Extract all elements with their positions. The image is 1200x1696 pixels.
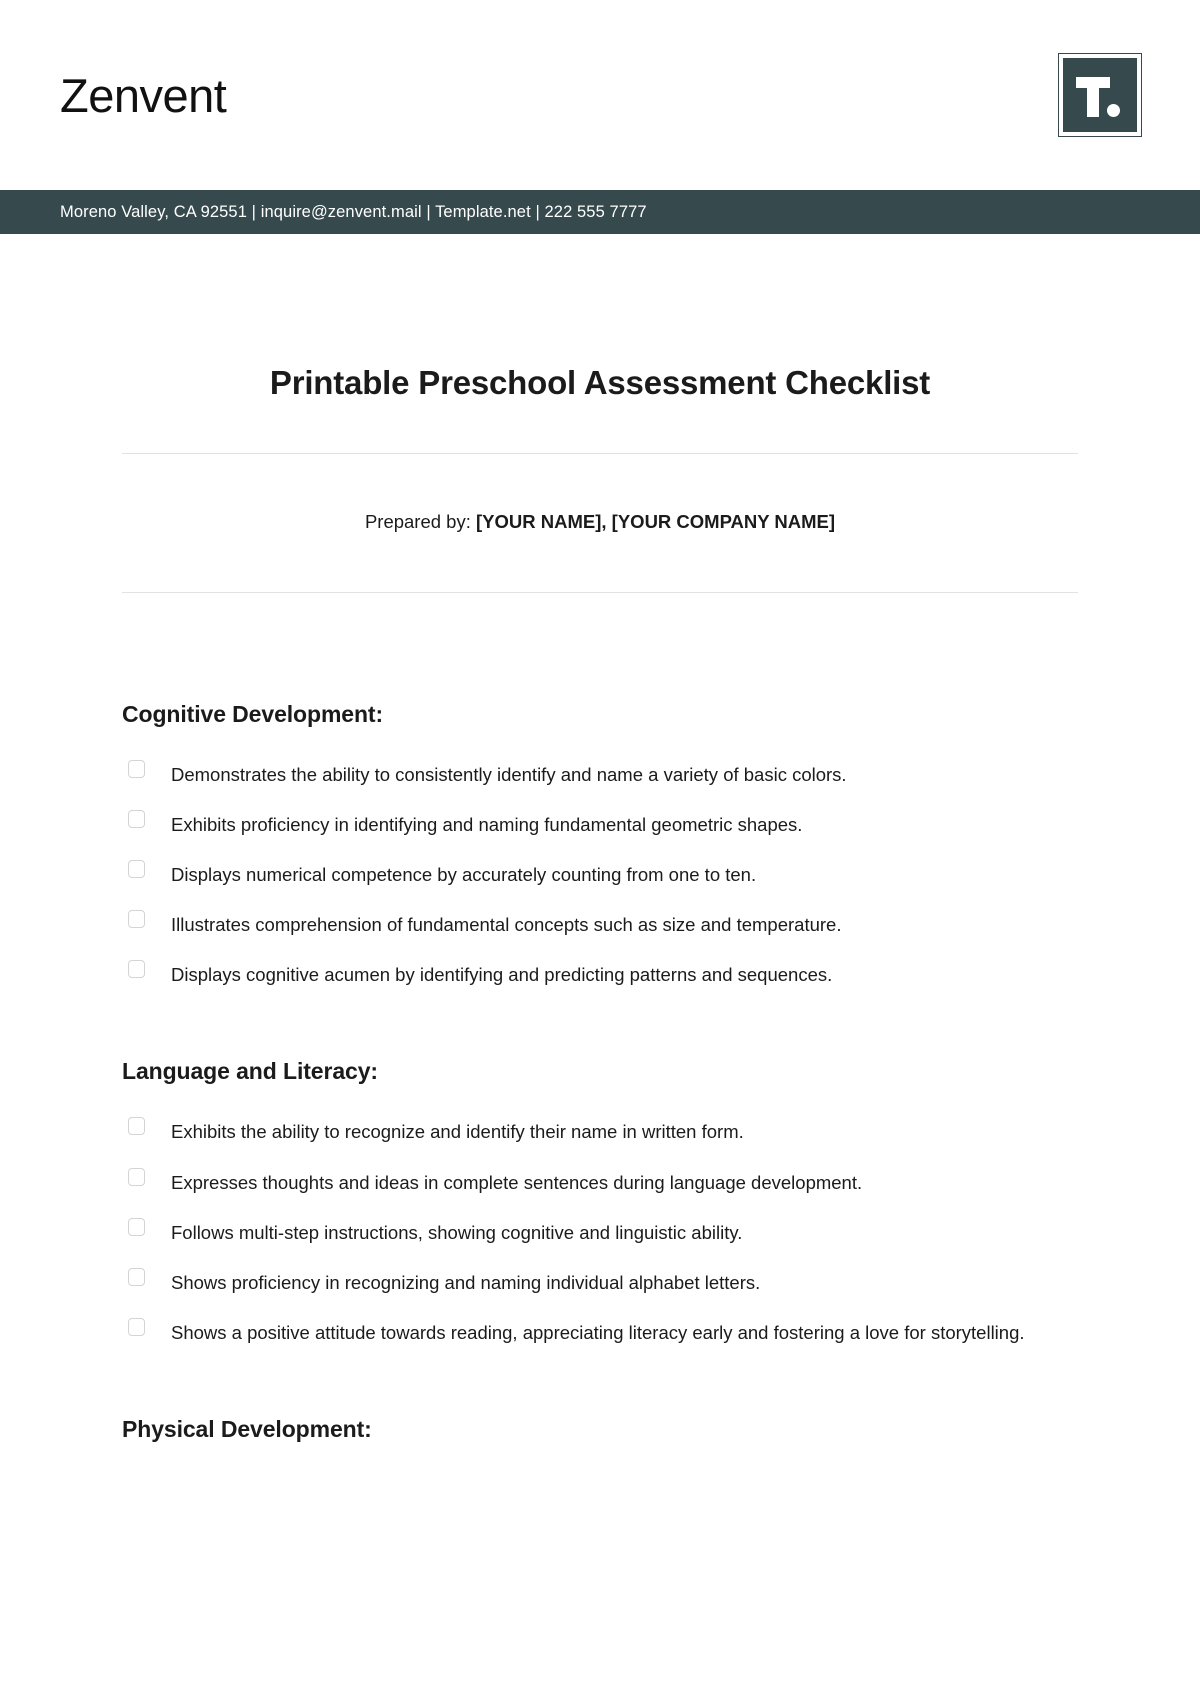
template-net-logo (1058, 53, 1142, 137)
section-heading: Language and Literacy: (122, 1058, 378, 1085)
checklist-items (122, 750, 1078, 1000)
checkbox-icon[interactable] (128, 1268, 145, 1286)
page-title: Printable Preschool Assessment Checklist (269, 364, 931, 401)
list-item[interactable] (122, 1258, 1078, 1308)
list-item-label: Expresses thoughts and ideas in complete sentences during language development. (171, 1171, 863, 1193)
list-item[interactable] (122, 1308, 1078, 1358)
checkbox-icon[interactable] (128, 1318, 145, 1336)
list-item-label: Displays cognitive acumen by identifying and predicting patterns and sequences. (171, 964, 833, 986)
list-item[interactable] (122, 1107, 1078, 1157)
document-body (0, 234, 1200, 1443)
list-item[interactable] (122, 750, 1078, 800)
checklist-sections (122, 593, 1078, 1443)
list-item[interactable] (122, 950, 1078, 1000)
checkbox-icon[interactable] (128, 1218, 145, 1236)
section-language-and-literacy (122, 1058, 1078, 1357)
checkbox-icon[interactable] (128, 760, 145, 778)
brand-name: Zenvent (60, 68, 227, 122)
list-item-label: Follows multi-step instructions, showing cognitive and linguistic ability. (171, 1221, 743, 1243)
section-heading: Physical Development: (122, 1415, 372, 1442)
list-item-label: Shows a positive attitude towards reading, appreciating literacy early and fostering a love for storytelling. (171, 1321, 1025, 1343)
list-item-label: Exhibits proficiency in identifying and naming fundamental geometric shapes. (171, 814, 803, 836)
section-heading: Cognitive Development: (122, 701, 384, 728)
logo-dot-icon (1107, 104, 1120, 117)
list-item[interactable] (122, 1158, 1078, 1208)
prepared-by-value: [YOUR NAME], [YOUR COMPANY NAME] (476, 511, 836, 533)
logo-t-stem (1087, 77, 1099, 117)
list-item-label: Shows proficiency in recognizing and naming individual alphabet letters. (171, 1271, 761, 1293)
list-item[interactable] (122, 800, 1078, 850)
checkbox-icon[interactable] (128, 1168, 145, 1186)
checkbox-icon[interactable] (128, 1117, 145, 1135)
contact-bar (0, 190, 1200, 234)
logo-inner-square (1063, 58, 1137, 132)
list-item-label: Exhibits the ability to recognize and identify their name in written form. (171, 1121, 744, 1143)
checkbox-icon[interactable] (128, 960, 145, 978)
section-physical-development (122, 1416, 1078, 1443)
list-item[interactable] (122, 1208, 1078, 1258)
checkbox-icon[interactable] (128, 810, 145, 828)
prepared-by-label: Prepared by: (364, 511, 471, 533)
list-item[interactable] (122, 900, 1078, 950)
contact-info-text: Moreno Valley, CA 92551 | inquire@zenvent.mail | Template.net | 222 555 7777 (60, 202, 647, 221)
checkbox-icon[interactable] (128, 860, 145, 878)
page-header (0, 0, 1200, 190)
title-block (122, 234, 1078, 593)
prepared-by-line (122, 454, 1078, 535)
checkbox-icon[interactable] (128, 910, 145, 928)
checklist-items (122, 1107, 1078, 1357)
list-item-label: Illustrates comprehension of fundamental concepts such as size and temperature. (171, 914, 842, 936)
list-item-label: Demonstrates the ability to consistently identify and name a variety of basic colors. (171, 764, 847, 786)
list-item[interactable] (122, 850, 1078, 900)
list-item-label: Displays numerical competence by accurately counting from one to ten. (171, 864, 757, 886)
section-cognitive-development (122, 701, 1078, 1000)
